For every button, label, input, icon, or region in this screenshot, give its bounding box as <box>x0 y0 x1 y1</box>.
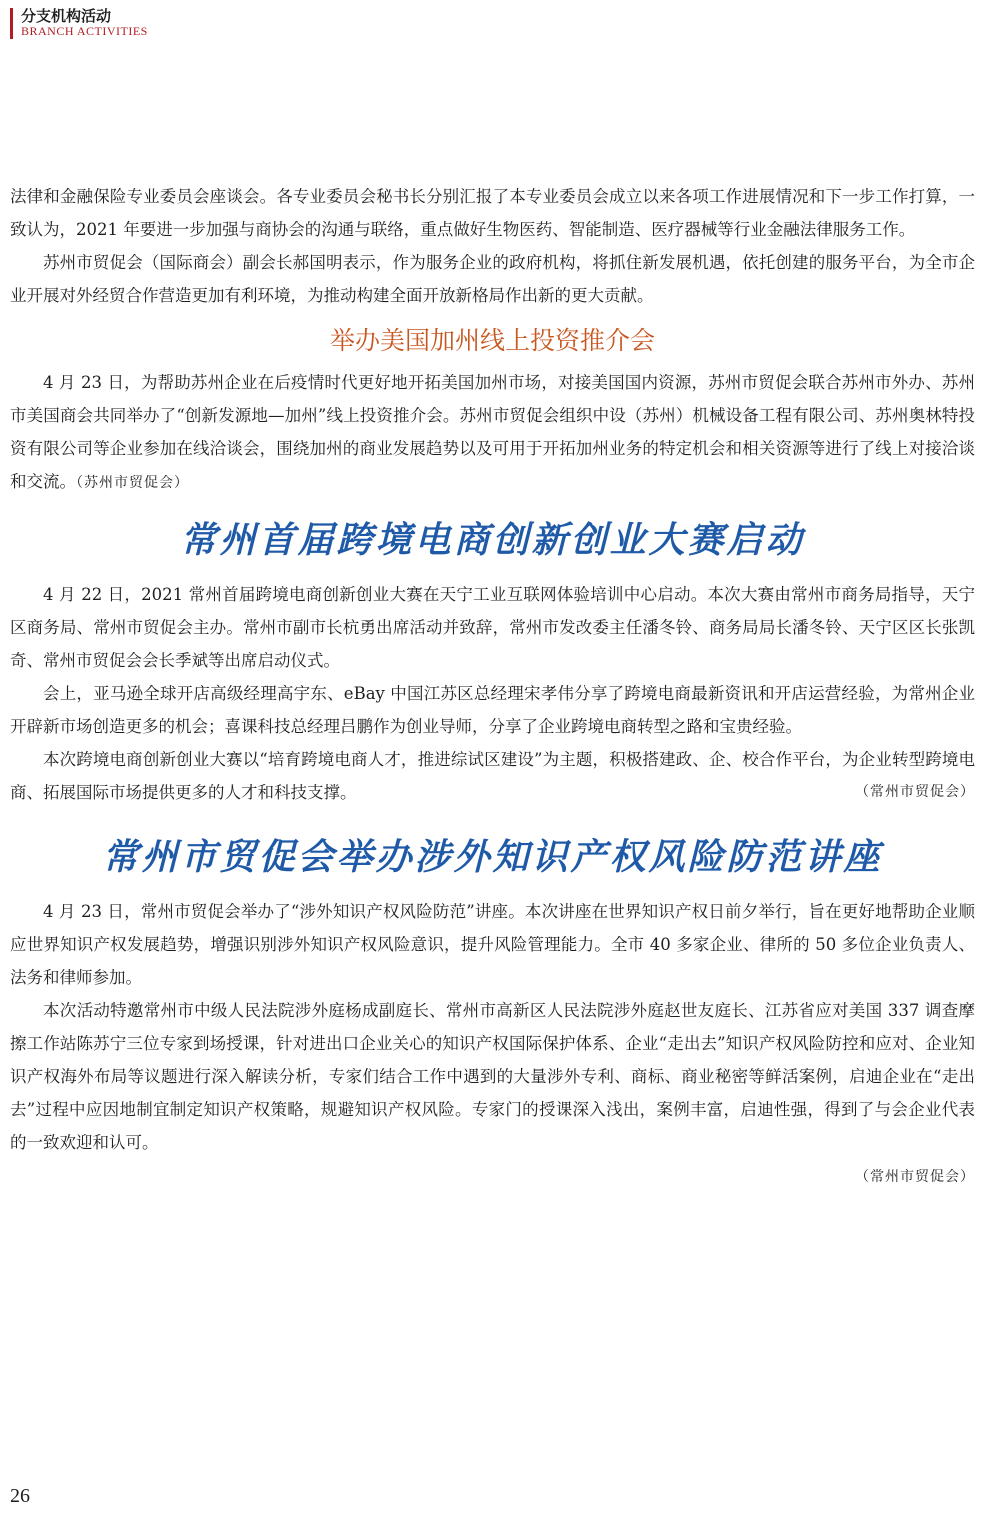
article1-paragraph-1 <box>10 366 975 500</box>
article1-title: 举办美国加州线上投资推介会 <box>329 326 655 355</box>
section-header <box>10 8 148 39</box>
article2-paragraph-1: 4 月 22 日，2021 常州首届跨境电商创新创业大赛在天宁工业互联网体验培训中心启动。本次大赛由常州市商务局指导，天宁区商务局、常州市贸促会主办。常州市副市长杭勇出席活动并致辞，常州市发改委主任潘冬铃、商务局局长潘冬铃、天宁区区长张凯奇、常州市贸促会会长季斌等出席启动仪式。 <box>10 585 975 670</box>
page-number: 26 <box>10 1485 30 1507</box>
article1-source: （苏州市贸促会） <box>76 475 189 491</box>
intro-paragraph-2: 苏州市贸促会（国际商会）副会长郝国明表示，作为服务企业的政府机构，将抓住新发展机遇，依托创建的服务平台，为全市企业开展对外经贸合作营造更加有利环境，为推动构建全面开放新格局作出新的更大贡献。 <box>10 253 975 305</box>
article3-source-line <box>10 1159 975 1194</box>
section-title-en: BRANCH ACTIVITIES <box>21 24 148 39</box>
article2-paragraph-3 <box>10 743 975 809</box>
article2-title: 常州首届跨境电商创新创业大赛启动 <box>180 519 805 561</box>
section-title-cn: 分支机构活动 <box>21 7 112 25</box>
article3-paragraph-1: 4 月 23 日，常州市贸促会举办了“涉外知识产权风险防范”讲座。本次讲座在世界知识产权日前夕举行，旨在更好地帮助企业顺应世界知识产权发展趋势，增强识别涉外知识产权风险意识，提升风险管理能力。全市 40 多家企业、律所的 50 多位企业负责人、法务和律师参加。 <box>10 902 975 987</box>
article1-text: 4 月 23 日，为帮助苏州企业在后疫情时代更好地开拓美国加州市场，对接美国国内资源，苏州市贸促会联合苏州市外办、苏州市美国商会共同举办了“创新发源地—加州”线上投资推介会。苏州市贸促会组织中设（苏州）机械设备工程有限公司、苏州奥林特投资有限公司等企业参加在线洽谈会，围绕加州的商业发展趋势以及可用于开拓加州业务的特定机会和相关资源等进行了线上对接洽谈和交流。 <box>10 373 975 491</box>
article-body <box>10 180 975 1194</box>
article3-source: （常州市贸促会） <box>855 1169 975 1185</box>
article2-paragraph-2: 会上，亚马逊全球开店高级经理高宇东、eBay 中国江苏区总经理宋孝伟分享了跨境电商最新资讯和开店运营经验，为常州企业开辟新市场创造更多的机会；喜课科技总经理吕鹏作为创业导师，分享了企业跨境电商转型之路和宝贵经验。 <box>10 684 975 736</box>
article3-paragraph-2: 本次活动特邀常州市中级人民法院涉外庭杨成副庭长、常州市高新区人民法院涉外庭赵世友庭长、江苏省应对美国 337 调查摩擦工作站陈苏宁三位专家到场授课，针对进出口企业关心的知识产权国际保护体系、企业“走出去”知识产权风险防控和应对、企业知识产权海外布局等议题进行深入解读分析，专家们结合工作中遇到的大量涉外专利、商标、商业秘密等鲜活案例，启迪企业在“走出去”过程中应因地制宜制定知识产权策略，规避知识产权风险。专家门的授课深入浅出，案例丰富，启迪性强，得到了与会企业代表的一致欢迎和认可。 <box>10 1001 975 1152</box>
article3-title: 常州市贸促会举办涉外知识产权风险防范讲座 <box>102 836 883 878</box>
intro-paragraph-1: 法律和金融保险专业委员会座谈会。各专业委员会秘书长分别汇报了本专业委员会成立以来各项工作进展情况和下一步工作打算，一致认为，2021 年要进一步加强与商协会的沟通与联络，重点做好生物医药、智能制造、医疗器械等行业金融法律服务工作。 <box>10 187 975 239</box>
article2-text: 本次跨境电商创新创业大赛以“培育跨境电商人才，推进综试区建设”为主题，积极搭建政、企、校合作平台，为企业转型跨境电商、拓展国际市场提供更多的人才和科技支撑。 <box>10 750 975 802</box>
article2-source: （常州市贸促会） <box>855 784 975 800</box>
